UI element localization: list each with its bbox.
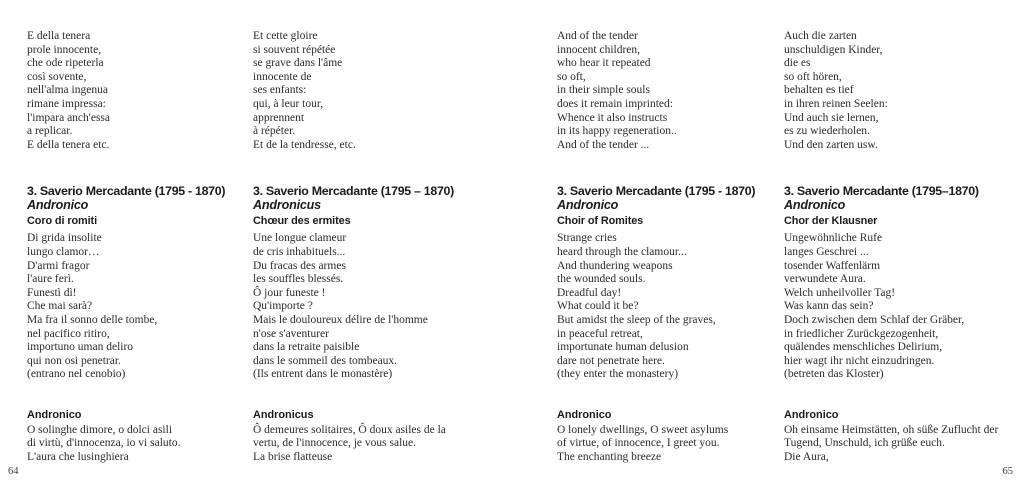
stanza-continuation <box>557 30 797 152</box>
section-heading: Choir of Romites <box>557 215 644 228</box>
poem-line: O lonely dwellings, O sweet asylums <box>557 423 729 436</box>
stanza-continuation <box>253 30 493 152</box>
poem-line: E della tenera <box>27 30 91 42</box>
poem-line: Oh einsame Heimstätten, oh süße Zuflucht der <box>784 423 999 436</box>
poem-line: Die Aura, <box>784 451 829 464</box>
page-number: 64 <box>8 466 19 477</box>
poem-line: innocent children, <box>557 43 641 56</box>
poem-line: dare not penetrate here. <box>557 354 665 367</box>
poem-line: does it remain imprinted: <box>557 97 673 110</box>
poem-line: Strange cries <box>557 232 617 245</box>
composer-heading: 3. Saverio Mercadante (1795 - 1870) <box>27 184 226 199</box>
poem-line: l'aure ferì. <box>27 273 74 286</box>
poem-line: Welch unheilvoller Tag! <box>784 286 896 299</box>
speaker-stanza <box>784 424 1024 465</box>
poem-line: Ô demeures solitaires, Ô doux asiles de la <box>253 423 446 436</box>
speaker-name: Andronico <box>27 408 82 421</box>
composer-heading: 3. Saverio Mercadante (1795 - 1870) <box>557 184 756 199</box>
poem-line: Whence it also instructs <box>557 111 668 124</box>
poem-line: Di grida insolite <box>27 232 102 245</box>
poem-line: lungo clamor… <box>27 245 100 258</box>
poem-line: nel pacifico ritiro, <box>27 327 110 340</box>
work-title: Andronico <box>557 198 619 213</box>
speaker-name: Andronico <box>557 408 612 421</box>
poem-line: O solinghe dimore, o dolci asili <box>27 423 173 436</box>
poem-line: so oft, <box>557 70 586 83</box>
poem-line: che ode ripeterla <box>27 57 104 70</box>
poem-line: langes Geschrei ... <box>784 245 869 258</box>
poem-line: And thundering weapons <box>557 259 673 272</box>
poem-line: in ihren reinen Seelen: <box>784 97 888 110</box>
poem-line: Une longue clameur <box>253 232 347 245</box>
poem-line: l'impara anch'essa <box>27 111 111 124</box>
main-stanza <box>253 232 493 382</box>
work-title: Andronico <box>784 198 846 213</box>
poem-line: in their simple souls <box>557 84 650 97</box>
poem-line: The enchanting breeze <box>557 451 662 464</box>
poem-line: D'armi fragor <box>27 259 90 272</box>
poem-line: qui non osi penetrar. <box>27 354 121 367</box>
poem-line: nell'alma ingenua <box>27 84 108 97</box>
poem-line: Funestì dì! <box>27 286 77 299</box>
poem-line: (they enter the monastery) <box>557 368 679 381</box>
main-stanza <box>557 232 797 382</box>
column-english <box>557 30 797 465</box>
poem-line: Mais le douloureux délire de l'homme <box>253 313 428 326</box>
poem-line: But amidst the sleep of the graves, <box>557 313 716 326</box>
poem-line: behalten es tief <box>784 84 854 97</box>
section-heading: Coro di romiti <box>27 215 97 228</box>
poem-line: dans la retraite paisible <box>253 341 360 354</box>
poem-line: les souffles blessés. <box>253 273 344 286</box>
poem-line: es zu wiederholen. <box>784 125 870 138</box>
poem-line: La brise flatteuse <box>253 451 333 464</box>
poem-line: a replicar. <box>27 125 73 138</box>
poem-line: innocente de <box>253 70 312 83</box>
poem-line: Auch die zarten <box>784 30 857 42</box>
poem-line: E della tenera etc. <box>27 138 110 151</box>
poem-line: What could it be? <box>557 300 639 313</box>
poem-line: rimane impressa: <box>27 97 106 110</box>
piece-header <box>784 184 1024 228</box>
poem-line: quälendes menschliches Delirium, <box>784 341 943 354</box>
composer-heading: 3. Saverio Mercadante (1795–1870) <box>784 184 979 199</box>
poem-line: so oft hören, <box>784 70 842 83</box>
poem-line: Was kann das sein? <box>784 300 874 313</box>
section-heading: Chor der Klausner <box>784 215 878 228</box>
poem-line: And of the tender ... <box>557 138 650 151</box>
poem-line: (entrano nel cenobio) <box>27 368 126 381</box>
piece-header <box>557 184 797 228</box>
poem-line: Doch zwischen dem Schlaf der Gräber, <box>784 313 965 326</box>
poem-line: Et de la tendresse, etc. <box>253 138 356 151</box>
page-number: 65 <box>1002 466 1013 477</box>
poem-line: Che mai sarà? <box>27 300 93 313</box>
main-stanza <box>784 232 1024 382</box>
poem-line: L'aura che lusinghiera <box>27 451 129 464</box>
poem-line: Ô jour funeste ! <box>253 286 326 299</box>
piece-header <box>253 184 493 228</box>
poem-line: de cris inhabituels... <box>253 245 346 258</box>
poem-line: si souvent répétée <box>253 43 336 56</box>
piece-header <box>27 184 267 228</box>
poem-line: qui, à leur tour, <box>253 97 324 110</box>
speaker-stanza <box>557 424 797 465</box>
main-stanza <box>27 232 267 382</box>
stanza-continuation <box>784 30 1024 152</box>
poem-line: of virtue, of innocence, I greet you. <box>557 437 720 450</box>
poem-line: ses enfants: <box>253 84 307 97</box>
poem-line: the wounded souls. <box>557 273 646 286</box>
poem-line: apprennent <box>253 111 305 124</box>
poem-line: n'ose s'aventurer <box>253 327 329 340</box>
poem-line: Und auch sie lernen, <box>784 111 879 124</box>
poem-line: vertu, de l'innocence, je vous salue. <box>253 437 417 450</box>
work-title: Andronicus <box>253 198 321 213</box>
poem-line: Ungewöhnliche Rufe <box>784 232 883 245</box>
poem-line: in peaceful retreat, <box>557 327 643 340</box>
poem-line: in its happy regeneration.. <box>557 125 677 138</box>
poem-line: verwundete Aura. <box>784 273 866 286</box>
composer-heading: 3. Saverio Mercadante (1795 – 1870) <box>253 184 454 199</box>
poem-line: tosender Waffenlärm <box>784 259 881 272</box>
poem-line: in friedlicher Zurückgezogenheit, <box>784 327 939 340</box>
poem-line: Tugend, Unschuld, ich grüße euch. <box>784 437 945 450</box>
poem-line: heard through the clamour... <box>557 245 687 258</box>
section-heading: Chœur des ermites <box>253 215 351 228</box>
stanza-continuation <box>27 30 267 152</box>
work-title: Andronico <box>27 198 89 213</box>
speaker-name: Andronicus <box>253 408 314 421</box>
column-german <box>784 30 1024 465</box>
speaker-stanza <box>253 424 493 465</box>
poem-line: (Ils entrent dans le monastère) <box>253 368 393 381</box>
poem-line: Dreadful day! <box>557 286 622 299</box>
poem-line: così sovente, <box>27 70 87 83</box>
poem-line: importunate human delusion <box>557 341 689 354</box>
column-french <box>253 30 493 465</box>
speaker-stanza <box>27 424 267 465</box>
poem-line: And of the tender <box>557 30 638 42</box>
poem-line: Qu'importe ? <box>253 300 313 313</box>
page-right <box>512 0 1024 499</box>
poem-line: Et cette gloire <box>253 30 318 42</box>
poem-line: who hear it repeated <box>557 57 651 70</box>
poem-line: importuno uman deliro <box>27 341 134 354</box>
poem-line: prole innocente, <box>27 43 102 56</box>
poem-line: di virtù, d'innocenza, io vi saluto. <box>27 437 181 450</box>
poem-line: Und den zarten usw. <box>784 138 878 151</box>
poem-line: (betreten das Kloster) <box>784 368 884 381</box>
poem-line: Du fracas des armes <box>253 259 346 272</box>
poem-line: se grave dans l'âme <box>253 57 343 70</box>
poem-line: unschuldigen Kinder, <box>784 43 883 56</box>
speaker-name: Andronico <box>784 408 839 421</box>
poem-line: à répéter. <box>253 125 296 138</box>
poem-line: die es <box>784 57 811 70</box>
poem-line: dans le sommeil des tombeaux. <box>253 354 398 367</box>
poem-line: Ma fra il sonno delle tombe, <box>27 313 158 326</box>
column-italian <box>27 30 267 465</box>
poem-line: hier wagt ihr nicht einzudringen. <box>784 354 935 367</box>
